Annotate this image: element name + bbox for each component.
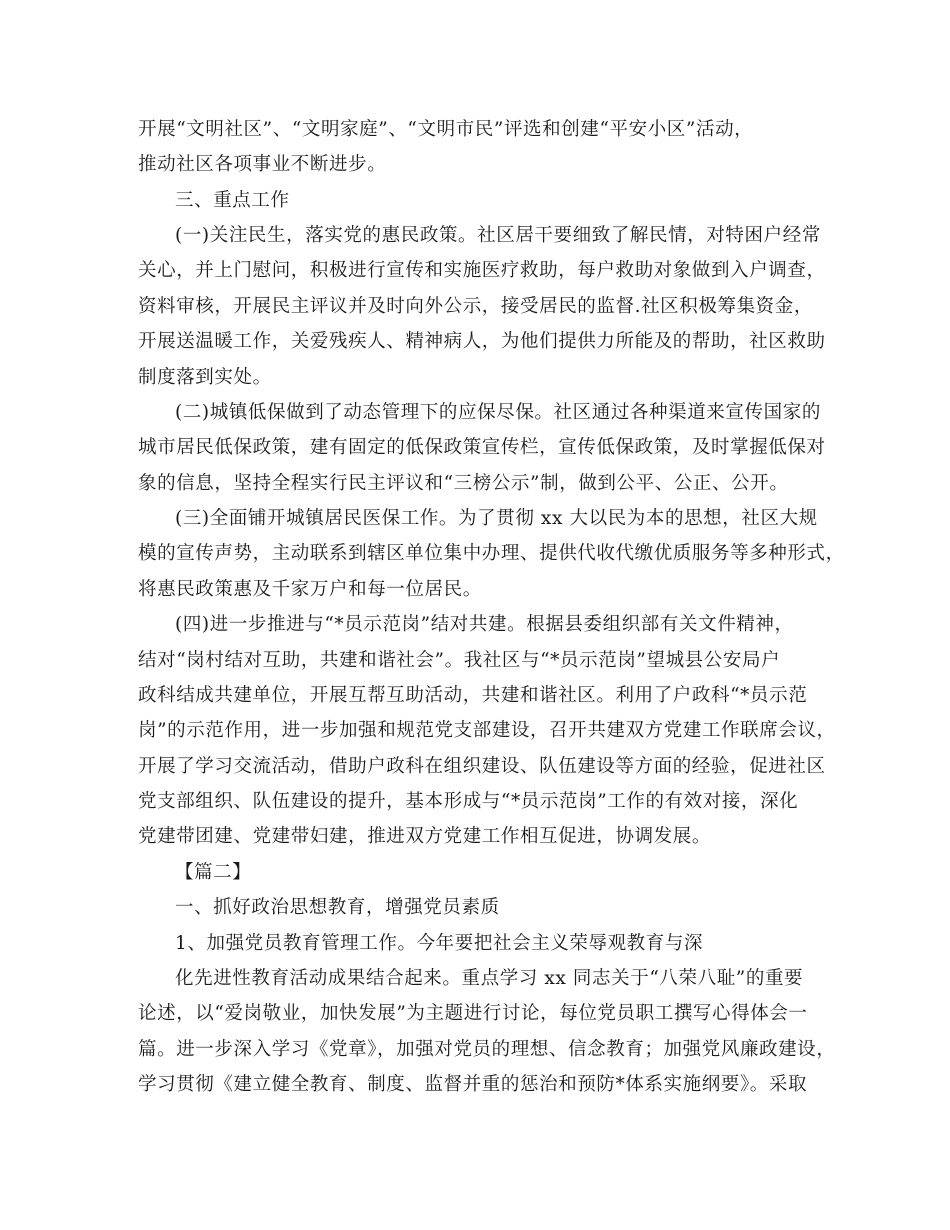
text-line: 学习贯彻《建立健全教育、制度、监督并重的惩治和预防*体系实施纲要》。采取: [138, 1074, 808, 1095]
text-line: 模的宣传声势，主动联系到辖区单位集中办理、提供代收代缴优质服务等多种形式，: [138, 543, 845, 564]
section-heading: 【篇二】: [175, 862, 252, 883]
text-line: 1、加强党员教育管理工作。今年要把社会主义荣辱观教育与深: [175, 933, 704, 954]
text-line: 岗”的示范作用，进一步加强和规范党支部建设，召开共建双方党建工作联席会议，: [138, 720, 836, 741]
text-line: 关心，并上门慰问，积极进行宣传和实施医疗救助，每户救助对象做到入户调查，: [138, 260, 826, 281]
text-line: 制度落到实处。: [138, 367, 272, 388]
text-line: 篇。进一步深入学习《党章》，加强对党员的理想、信念教育；加强党风廉政建设，: [138, 1039, 836, 1060]
text-line: 推动社区各项事业不断进步。: [138, 154, 387, 175]
section-heading: 三、重点工作: [175, 190, 290, 211]
text-line: 党支部组织、队伍建设的提升，基本形成与“*员示范岗”工作的有效对接，深化: [138, 791, 799, 812]
text-line: 党建带团建、党建带妇建，推进双方党建工作相互促进，协调发展。: [138, 826, 712, 847]
text-line: 政科结成共建单位，开展互帮互助活动，共建和谐社区。利用了户政科“*员示范: [138, 685, 808, 706]
text-line: 结对“岗村结对互助，共建和谐社会”。我社区与“*员示范岗”望城县公安局户: [138, 650, 781, 671]
text-line: 化先进性教育活动成果结合起来。重点学习 xx 同志关于“八荣八耻”的重要: [175, 968, 804, 989]
text-line: 象的信息，坚持全程实行民主评议和“三榜公示”制，做到公平、公正、公开。: [138, 473, 789, 494]
text-line: (二)城镇低保做到了动态管理下的应保尽保。社区通过各种渠道来宣传国家的: [175, 402, 821, 423]
text-line: 资料审核，开展民主评议并及时向外公示，接受居民的监督.社区积极筹集资金，: [138, 296, 813, 317]
text-line: 开展了学习交流活动，借助户政科在组织建设、队伍建设等方面的经验，促进社区: [138, 756, 826, 777]
text-line: (一)关注民生，落实党的惠民政策。社区居干要细致了解民情，对特困户经常: [175, 225, 821, 246]
text-line: (四)进一步推进与“*员示范岗”结对共建。根据县委组织部有关文件精神，: [175, 614, 794, 635]
text-line: 城市居民低保政策，建有固定的低保政策宣传栏，宣传低保政策，及时掌握低保对: [138, 437, 826, 458]
text-line: (三)全面铺开城镇居民医保工作。为了贯彻 xx 大以民为本的思想，社区大规: [175, 508, 818, 529]
text-line: 将惠民政策惠及千家万户和每一位居民。: [138, 579, 482, 600]
text-line: 论述，以“爱岗敬业，加快发展”为主题进行讨论，每位党员职工撰写心得体会一: [138, 1003, 808, 1024]
section-heading: 一、抓好政治思想教育，增强党员素质: [175, 897, 500, 918]
text-line: 开展“文明社区”、“文明家庭”、“文明市民”评选和创建“平安小区”活动，: [138, 119, 754, 140]
text-line: 开展送温暖工作，关爱残疾人、精神病人，为他们提供力所能及的帮助，社区救助: [138, 331, 826, 352]
